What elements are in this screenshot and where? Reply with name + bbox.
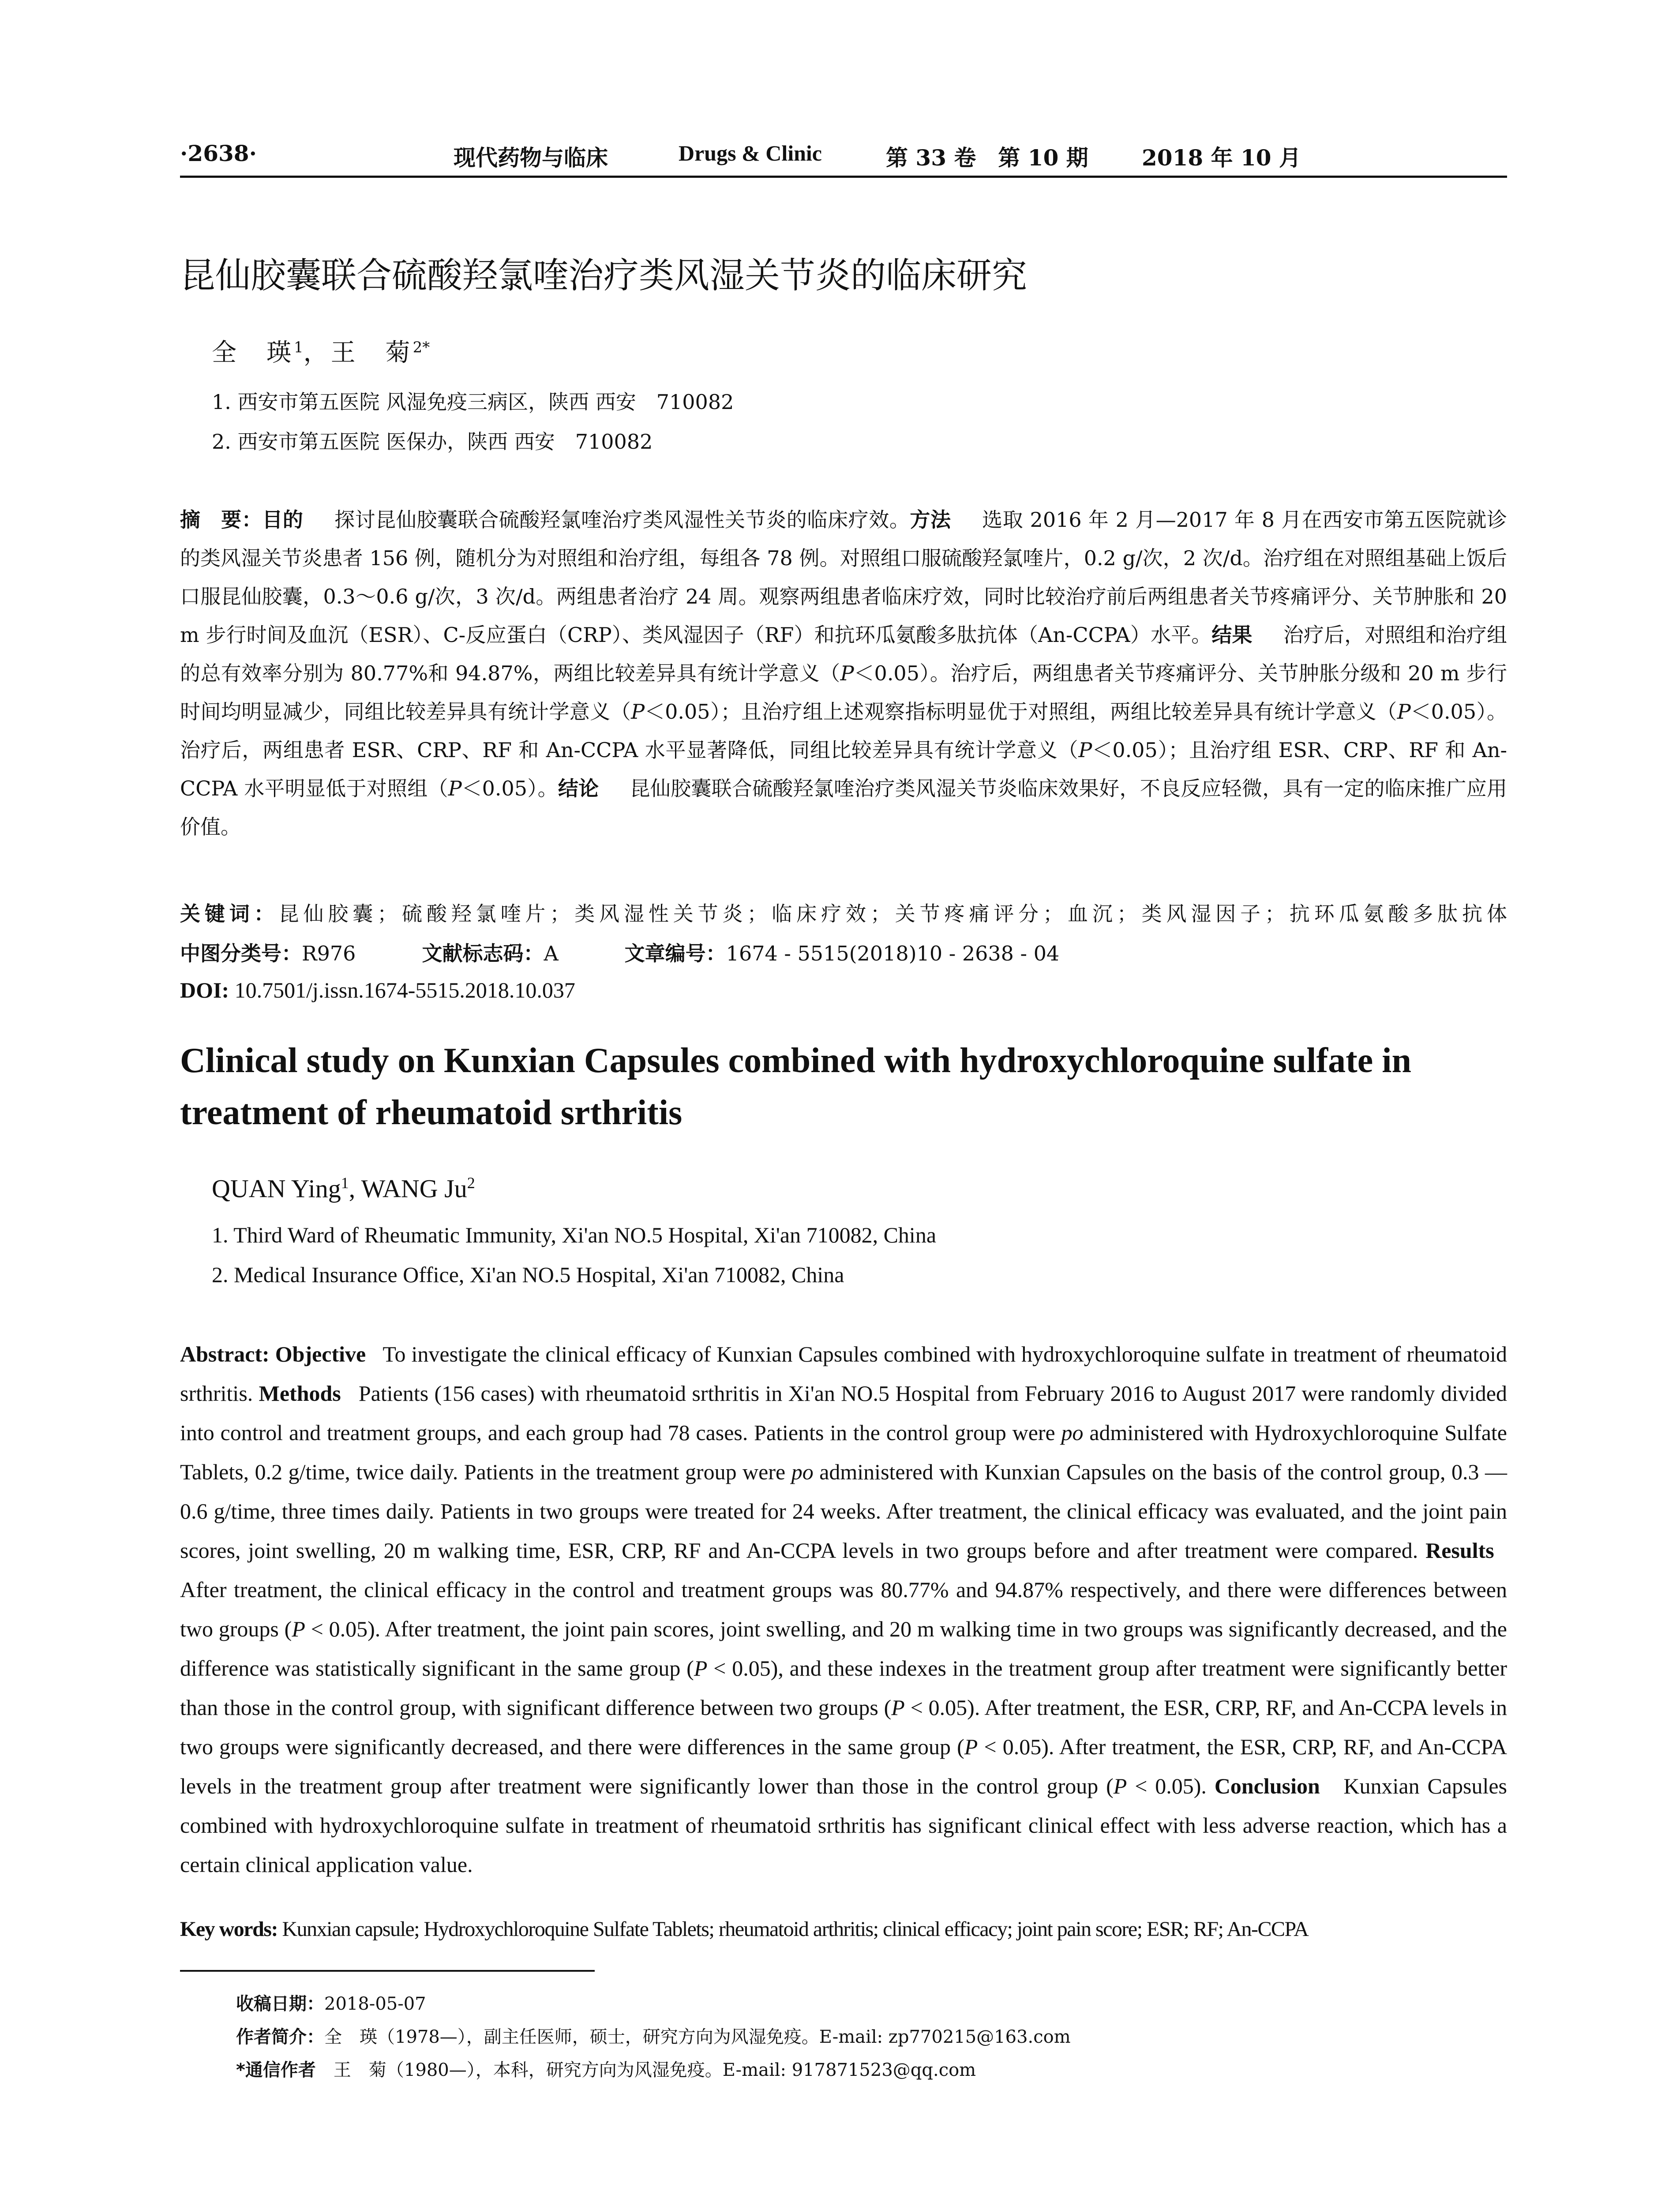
methods-text-en	[180, 1381, 1507, 1563]
p-value-symbol-en: P	[694, 1656, 708, 1681]
authors-en	[212, 1174, 475, 1203]
objective-text-cn: 探讨昆仙胶囊联合硫酸羟氯喹治疗类风湿性关节炎的临床疗效。	[334, 508, 910, 532]
methods-en-part: administered with Kunxian Capsules on the basis of the control group, 0.3 — 0.6 g/time, three times daily. Patients in two groups were treated for 24 weeks. After treatment, the clinical efficacy was evaluated, and the joint pain scores, joint swelling, 20 m walking time, ESR, CRP, RF and An-CCPA levels in two groups before and after treatment were compared.	[180, 1459, 1508, 1563]
results-cn-part: ＜0.05）；且治疗组 ESR、CRP、RF 和 An-CCPA 水平明显低于对照组（	[180, 738, 1507, 800]
keywords-text-en: Kunxian capsule; Hydroxychloroquine Sulfate Tablets; rheumatoid arthritis; clinical efficacy; joint pain score; ESR; RF; An-CCPA	[282, 1917, 1309, 1941]
methods-label-cn: 方法	[910, 508, 951, 532]
keywords-cn	[180, 898, 1507, 927]
results-cn-part: ＜0.05）。	[461, 777, 558, 800]
authors-cn	[212, 333, 430, 368]
author-2-name-en: WANG Ju	[361, 1174, 467, 1203]
affiliation-en-1: 1. Third Ward of Rheumatic Immunity, Xi'an NO.5 Hospital, Xi'an 710082, China	[212, 1223, 937, 1247]
conclusion-label-en: Conclusion	[1214, 1774, 1320, 1798]
corresponding-label: *通信作者	[236, 2060, 316, 2080]
affiliation-cn-2: 2. 西安市第五医院 医保办，陕西 西安 710082	[212, 430, 653, 454]
p-value-symbol: P	[1397, 700, 1411, 724]
title-en: Clinical study on Kunxian Capsules combined with hydroxychloroquine sulfate in treatment of rheumatoid srthritis	[180, 1041, 1412, 1132]
po-abbreviation: po	[1061, 1420, 1084, 1445]
clc-value: R976	[302, 942, 356, 965]
author-bio-label: 作者简介：	[236, 2027, 324, 2047]
received-date: 2018-05-07	[324, 1994, 426, 2014]
doi-row	[180, 977, 575, 1003]
footnote-corresponding-author	[236, 2056, 976, 2081]
p-value-symbol: P	[631, 700, 645, 724]
objective-text-en: To investigate the clinical efficacy of Kunxian Capsules combined with hydroxychloroquine sulfate in treatment of rheumatoid srthritis.	[180, 1342, 1507, 1406]
results-cn-part: 治疗后，对照组和治疗组的总有效率分别为 80.77%和 94.87%，两组比较差异具有统计学意义（	[180, 623, 1507, 685]
received-label: 收稿日期：	[236, 1994, 324, 2014]
keywords-label-cn: 关键词：	[180, 902, 279, 926]
results-en-part: < 0.05), and these indexes in the treatment group after treatment were significantly better than those in the control group, with significant difference between two groups (	[180, 1656, 1507, 1720]
doi-label: DOI:	[180, 978, 229, 1002]
p-value-symbol-en: P	[1113, 1774, 1127, 1798]
results-en-part: After treatment, the clinical efficacy in the control and treatment groups was 80.77% and 94.87% respectively, and there were differences between two groups (	[180, 1577, 1507, 1641]
methods-en-part: administered with Hydroxychloroquine Sulfate Tablets, 0.2 g/time, twice daily. Patients in the treatment group were	[180, 1420, 1507, 1484]
corresponding-text: 王 菊（1980—），本科，研究方向为风湿免疫。E-mail: 917871523@qq.com	[333, 2060, 976, 2080]
results-cn-part: ＜0.05）。治疗后，两组患者关节疼痛评分、关节肿胀分级和 20 m 步行时间均明显减少，同组比较差异具有统计学意义（	[180, 661, 1507, 724]
author-separator-en: ,	[349, 1174, 361, 1203]
keywords-label-en: Key words:	[180, 1917, 278, 1941]
author-separator: ，	[303, 338, 331, 367]
results-label-cn: 结果	[1211, 623, 1252, 647]
classification-row	[180, 938, 1059, 967]
results-en-part: < 0.05).	[1127, 1774, 1207, 1798]
conclusion-text-en: Kunxian Capsules combined with hydroxychloroquine sulfate in treatment of rheumatoid srthritis has significant clinical effect with less adverse reaction, which has a certain clinical application value.	[180, 1774, 1507, 1877]
journal-name-en: Drugs & Clinic	[679, 141, 822, 165]
objective-label-cn: 目的	[262, 508, 304, 532]
abstract-label-en: Abstract:	[180, 1342, 270, 1366]
abstract-label-cn: 摘 要：	[180, 508, 262, 532]
author-bio-text: 全 瑛（1978—），副主任医师，硕士，研究方向为风湿免疫。E-mail: zp770215@163.com	[324, 2027, 1071, 2047]
p-value-symbol-en: P	[891, 1695, 905, 1720]
results-en-part: < 0.05). After treatment, the ESR, CRP, RF, and An-CCPA levels in the treatment group after treatment were significantly lower than those in the control group (	[180, 1734, 1507, 1798]
po-abbreviation: po	[791, 1459, 814, 1484]
abstract-en	[180, 1335, 1507, 1884]
affiliation-en-2: 2. Medical Insurance Office, Xi'an NO.5 Hospital, Xi'an 710082, China	[212, 1262, 844, 1287]
keywords-en	[180, 1917, 1507, 1941]
doc-code-value: A	[544, 942, 559, 965]
results-cn-part: ＜0.05）。治疗后，两组患者 ESR、CRP、RF 和 An-CCPA 水平显著降低，同组比较差异具有统计学意义（	[180, 700, 1508, 762]
clc-label: 中图分类号：	[180, 942, 302, 965]
results-cn-part: ＜0.05）；且治疗组上述观察指标明显优于对照组，两组比较差异具有统计学意义（	[645, 700, 1397, 724]
footnote-received	[236, 1990, 426, 2015]
author-2-affiliation-mark-en: 2	[467, 1174, 475, 1192]
footnote-rule	[180, 1970, 595, 1972]
results-en-part: < 0.05). After treatment, the ESR, CRP, RF, and An-CCPA levels in two groups were significantly decreased, and there were differences in the same group (	[180, 1695, 1507, 1759]
issue-date: 2018 年 10 月	[1142, 145, 1301, 171]
p-value-symbol: P	[1078, 738, 1092, 762]
author-1-affiliation-mark: 1	[294, 338, 304, 356]
author-1-affiliation-mark-en: 1	[341, 1174, 349, 1192]
results-text-cn	[180, 623, 1507, 800]
methods-text-cn: 选取 2016 年 2 月—2017 年 8 月在西安市第五医院就诊的类风湿关节炎患者 156 例，随机分为对照组和治疗组，每组各 78 例。对照组口服硫酸羟氯喹片，0.2 g/次，2 次/d。治疗组在对照组基础上饭后口服昆仙胶囊，0.3～0.6 g/次，3 次/d。两组患者治疗 24 周。观察两组患者临床疗效，同时比较治疗前后两组患者关节疼痛评分、关节肿胀和 20 m 步行时间及血沉（ESR）、C-反应蛋白（CRP）、类风湿因子（RF）和抗环瓜氨酸多肽抗体（An-CCPA）水平。	[180, 508, 1508, 647]
methods-label-en: Methods	[259, 1381, 341, 1406]
results-en-part: < 0.05). After treatment, the joint pain scores, joint swelling, and 20 m walking time in two groups was significantly decreased, and the difference was statistically significant in the same group (	[180, 1617, 1507, 1681]
volume-issue: 第 33 卷 第 10 期	[886, 145, 1088, 171]
results-text-en	[180, 1577, 1507, 1798]
page-number: ·2638·	[180, 140, 257, 166]
footnote-author-bio	[236, 2023, 1071, 2048]
conclusion-label-cn: 结论	[558, 777, 599, 800]
header-rule	[180, 176, 1507, 178]
p-value-symbol: P	[448, 777, 462, 800]
conclusion-text-cn: 昆仙胶囊联合硫酸羟氯喹治疗类风湿关节炎临床效果好，不良反应轻微，具有一定的临床推广应用价值。	[180, 777, 1508, 839]
article-no-label: 文章编号：	[624, 942, 726, 965]
doi-value: 10.7501/j.issn.1674-5515.2018.10.037	[234, 978, 575, 1002]
author-2-name: 王 菊	[330, 338, 413, 367]
p-value-symbol-en: P	[964, 1734, 978, 1759]
running-header	[180, 140, 1507, 180]
journal-name-cn: 现代药物与临床	[454, 145, 608, 171]
objective-label-en: Objective	[275, 1342, 366, 1366]
abstract-cn	[180, 501, 1507, 846]
methods-en-part: Patients (156 cases) with rheumatoid srthritis in Xi'an NO.5 Hospital from February 2016 to August 2017 were randomly divided into control and treatment groups, and each group had 78 cases. Patients in the control group were	[180, 1381, 1508, 1445]
results-label-en: Results	[1425, 1538, 1494, 1563]
p-value-symbol: P	[840, 661, 854, 685]
author-1-name: 全 瑛	[212, 338, 294, 367]
affiliation-cn-1: 1. 西安市第五医院 风湿免疫三病区，陕西 西安 710082	[212, 390, 734, 414]
article-no-value: 1674 - 5515(2018)10 - 2638 - 04	[726, 942, 1060, 965]
p-value-symbol-en: P	[292, 1617, 305, 1641]
author-1-name-en: QUAN Ying	[212, 1174, 341, 1203]
title-cn: 昆仙胶囊联合硫酸羟氯喹治疗类风湿关节炎的临床研究	[180, 255, 1027, 296]
author-2-affiliation-mark: 2*	[412, 338, 430, 356]
keywords-text-cn: 昆仙胶囊；硫酸羟氯喹片；类风湿性关节炎；临床疗效；关节疼痛评分；血沉；类风湿因子；抗环瓜氨酸多肽抗体	[278, 902, 1508, 926]
doc-code-label: 文献标志码：	[422, 942, 544, 965]
